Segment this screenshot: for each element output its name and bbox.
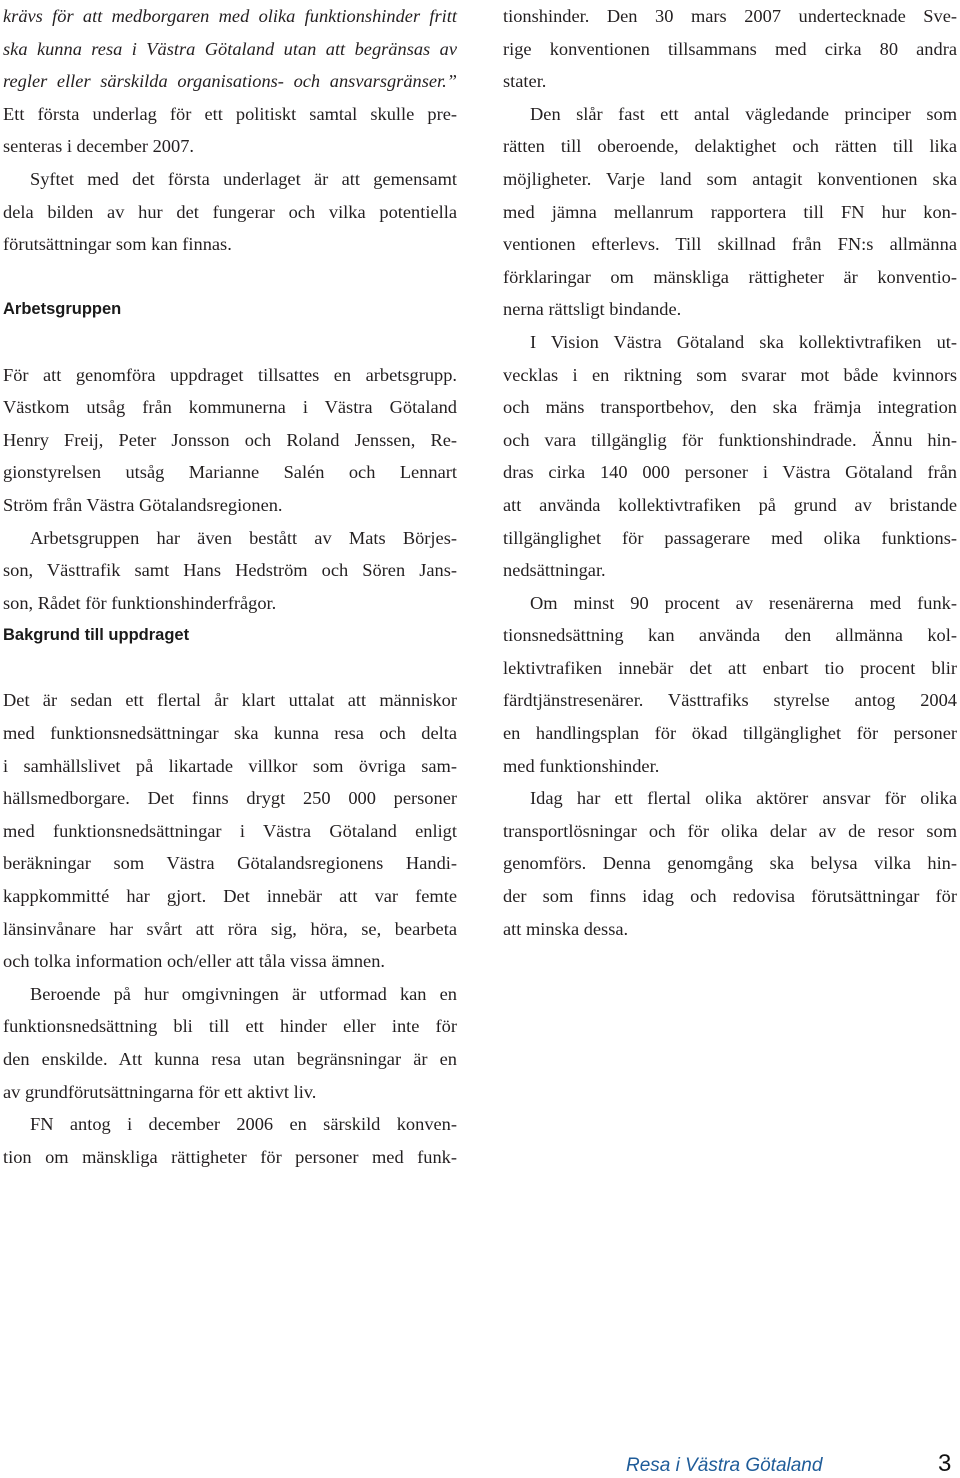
text-line: Arbetsgruppen har även bestått av Mats Börjes- — [30, 527, 457, 548]
text-line: och tolka information och/eller att tåla vissa ämnen. — [3, 951, 385, 972]
text-line: dela bilden av hur det fungerar och vilka potentiella — [3, 201, 457, 222]
text-line: regler eller särskilda organisations- och ansvarsgränser.” — [3, 71, 457, 92]
text-line: förutsättningar som kan finnas. — [3, 234, 232, 255]
text-line: rige konventionen tillsammans med cirka 80 andra — [503, 38, 957, 59]
text-line: Om minst 90 procent av resenärerna med funk- — [530, 592, 957, 613]
text-line: hällsmedborgare. Det finns drygt 250 000 personer — [3, 788, 457, 809]
text-line: ventionen efterlevs. Till skillnad från FN:s allmänna — [503, 234, 957, 255]
text-line: vecklas i en riktning som svarar mot både kvinnors — [503, 364, 957, 385]
text-line: lektivtrafiken innebär det att enbart tio procent blir — [503, 657, 957, 678]
arbetsgrupp-paragraph — [3, 359, 457, 522]
text-line: nedsättningar. — [503, 560, 606, 581]
text-line: med jämna mellanrum rapportera till FN hur kon- — [503, 201, 957, 222]
text-line: stater. — [503, 71, 547, 92]
text-line: krävs för att medborgaren med olika funktionshinder fritt — [3, 6, 457, 26]
text-line: länsinvånare har svårt att röra sig, höra, se, bearbeta — [3, 918, 457, 939]
spacer — [3, 652, 457, 685]
text-line: tion om mänskliga rättigheter för personer med funk- — [3, 1146, 457, 1167]
fn-continued-paragraph — [503, 0, 957, 98]
principer-paragraph — [503, 98, 957, 326]
text-line: ska kunna resa i Västra Götaland utan att begränsas av — [3, 38, 457, 59]
page-number: 3 — [938, 1450, 952, 1477]
syftet-paragraph — [3, 163, 457, 261]
spacer — [3, 261, 457, 294]
beroende-paragraph — [3, 978, 457, 1108]
text-line: den enskilde. Att kunna resa utan begränsningar är en — [3, 1049, 457, 1069]
vision-paragraph — [503, 326, 957, 587]
text-line: Beroende på hur omgivningen är utformad kan en — [30, 983, 457, 1004]
text-line: rätten till oberoende, delaktighet och rätten till lika — [503, 136, 957, 157]
quote-paragraph — [3, 0, 457, 98]
procent-paragraph — [503, 587, 957, 783]
text-line: i samhällslivet på likartade villkor som övriga sam- — [3, 755, 457, 776]
heading-bakgrund: Bakgrund till uppdraget — [3, 626, 190, 645]
text-line: en handlingsplan för ökad tillgänglighet för personer — [503, 723, 957, 744]
text-line: förklaringar om mänskliga rättigheter är konventio- — [503, 266, 957, 287]
text-line: med funktionshinder. — [503, 755, 660, 776]
text-line: I Vision Västra Götaland ska kollektivtrafiken ut- — [530, 331, 957, 352]
text-line: och mäns transportbehov, den ska främja integration — [503, 397, 957, 418]
text-line: att använda kollektivtrafiken på grund av bristande — [503, 494, 957, 515]
text-line: Idag har ett flertal olika aktörer ansvar för olika — [530, 788, 957, 809]
text-line: der som finns idag och redovisa förutsättningar för — [503, 886, 957, 907]
text-line: tionshinder. Den 30 mars 2007 undertecknade Sve- — [503, 6, 957, 26]
spacer — [3, 326, 457, 359]
text-line: dras cirka 140 000 personer i Västra Götaland från — [503, 462, 957, 483]
idag-paragraph — [503, 782, 957, 945]
text-line: Ström från Västra Götalandsregionen. — [3, 494, 283, 515]
text-line: Ett första underlag för ett politiskt samtal skulle pre- — [3, 103, 457, 124]
text-line: son, Rådet för funktionshinderfrågor. — [3, 592, 277, 613]
text-line: Syftet med det första underlaget är att gemensamt — [30, 168, 457, 189]
text-line: beräkningar som Västra Götalandsregionens Handi- — [3, 853, 457, 874]
text-line: funktionsnedsättning bli till ett hinder eller inte för — [3, 1016, 457, 1037]
text-line: Västkom utsåg från kommunerna i Västra Götaland — [3, 397, 457, 418]
text-line: färdtjänstresenärer. Västtrafiks styrelse antog 2004 — [503, 690, 957, 711]
text-line: av grundförutsättningarna för ett aktivt liv. — [3, 1081, 317, 1102]
fn-paragraph — [3, 1108, 457, 1173]
text-line: För att genomföra uppdraget tillsattes en arbetsgrupp. — [3, 364, 457, 385]
text-line: Den slår fast ett antal vägledande principer som — [530, 103, 957, 124]
text-line: möjligheter. Varje land som antagit konventionen ska — [503, 168, 957, 189]
aven-paragraph — [3, 522, 457, 620]
text-line: son, Västtrafik samt Hans Hedström och Sören Jans- — [3, 560, 457, 581]
text-line: nerna rättsligt bindande. — [503, 299, 682, 320]
intro-paragraph — [3, 98, 457, 163]
text-line: tionsnedsättning kan använda den allmänna kol- — [503, 625, 957, 646]
text-line: att minska dessa. — [503, 918, 629, 939]
text-line: Det är sedan ett flertal år klart uttalat att människor — [3, 690, 457, 711]
footer-title: Resa i Västra Götaland — [626, 1455, 823, 1476]
text-line: kappkommitté har gjort. Det innebär att var femte — [3, 886, 457, 907]
text-line: senteras i december 2007. — [3, 136, 194, 157]
right-column — [503, 0, 957, 945]
text-line: med funktionsnedsättningar i Västra Götaland enligt — [3, 820, 457, 841]
text-line: FN antog i december 2006 en särskild konven- — [30, 1114, 457, 1135]
text-line: Henry Freij, Peter Jonsson och Roland Jenssen, Re- — [3, 429, 457, 450]
bakgrund-paragraph — [3, 684, 457, 977]
text-line: transportlösningar och för olika delar av de resor som — [503, 820, 957, 841]
text-line: genomförs. Denna genomgång ska belysa vilka hin- — [503, 853, 957, 874]
text-line: tillgänglighet för passagerare med olika funktions- — [503, 527, 957, 548]
heading-arbetsgruppen: Arbetsgruppen — [3, 300, 122, 319]
text-line: med funktionsnedsättningar ska kunna resa och delta — [3, 723, 457, 744]
text-line: och vara tillgänglig för funktionshindrade. Ännu hin- — [503, 429, 957, 450]
left-column — [3, 0, 457, 1173]
text-line: gionstyrelsen utsåg Marianne Salén och Lennart — [3, 462, 457, 483]
